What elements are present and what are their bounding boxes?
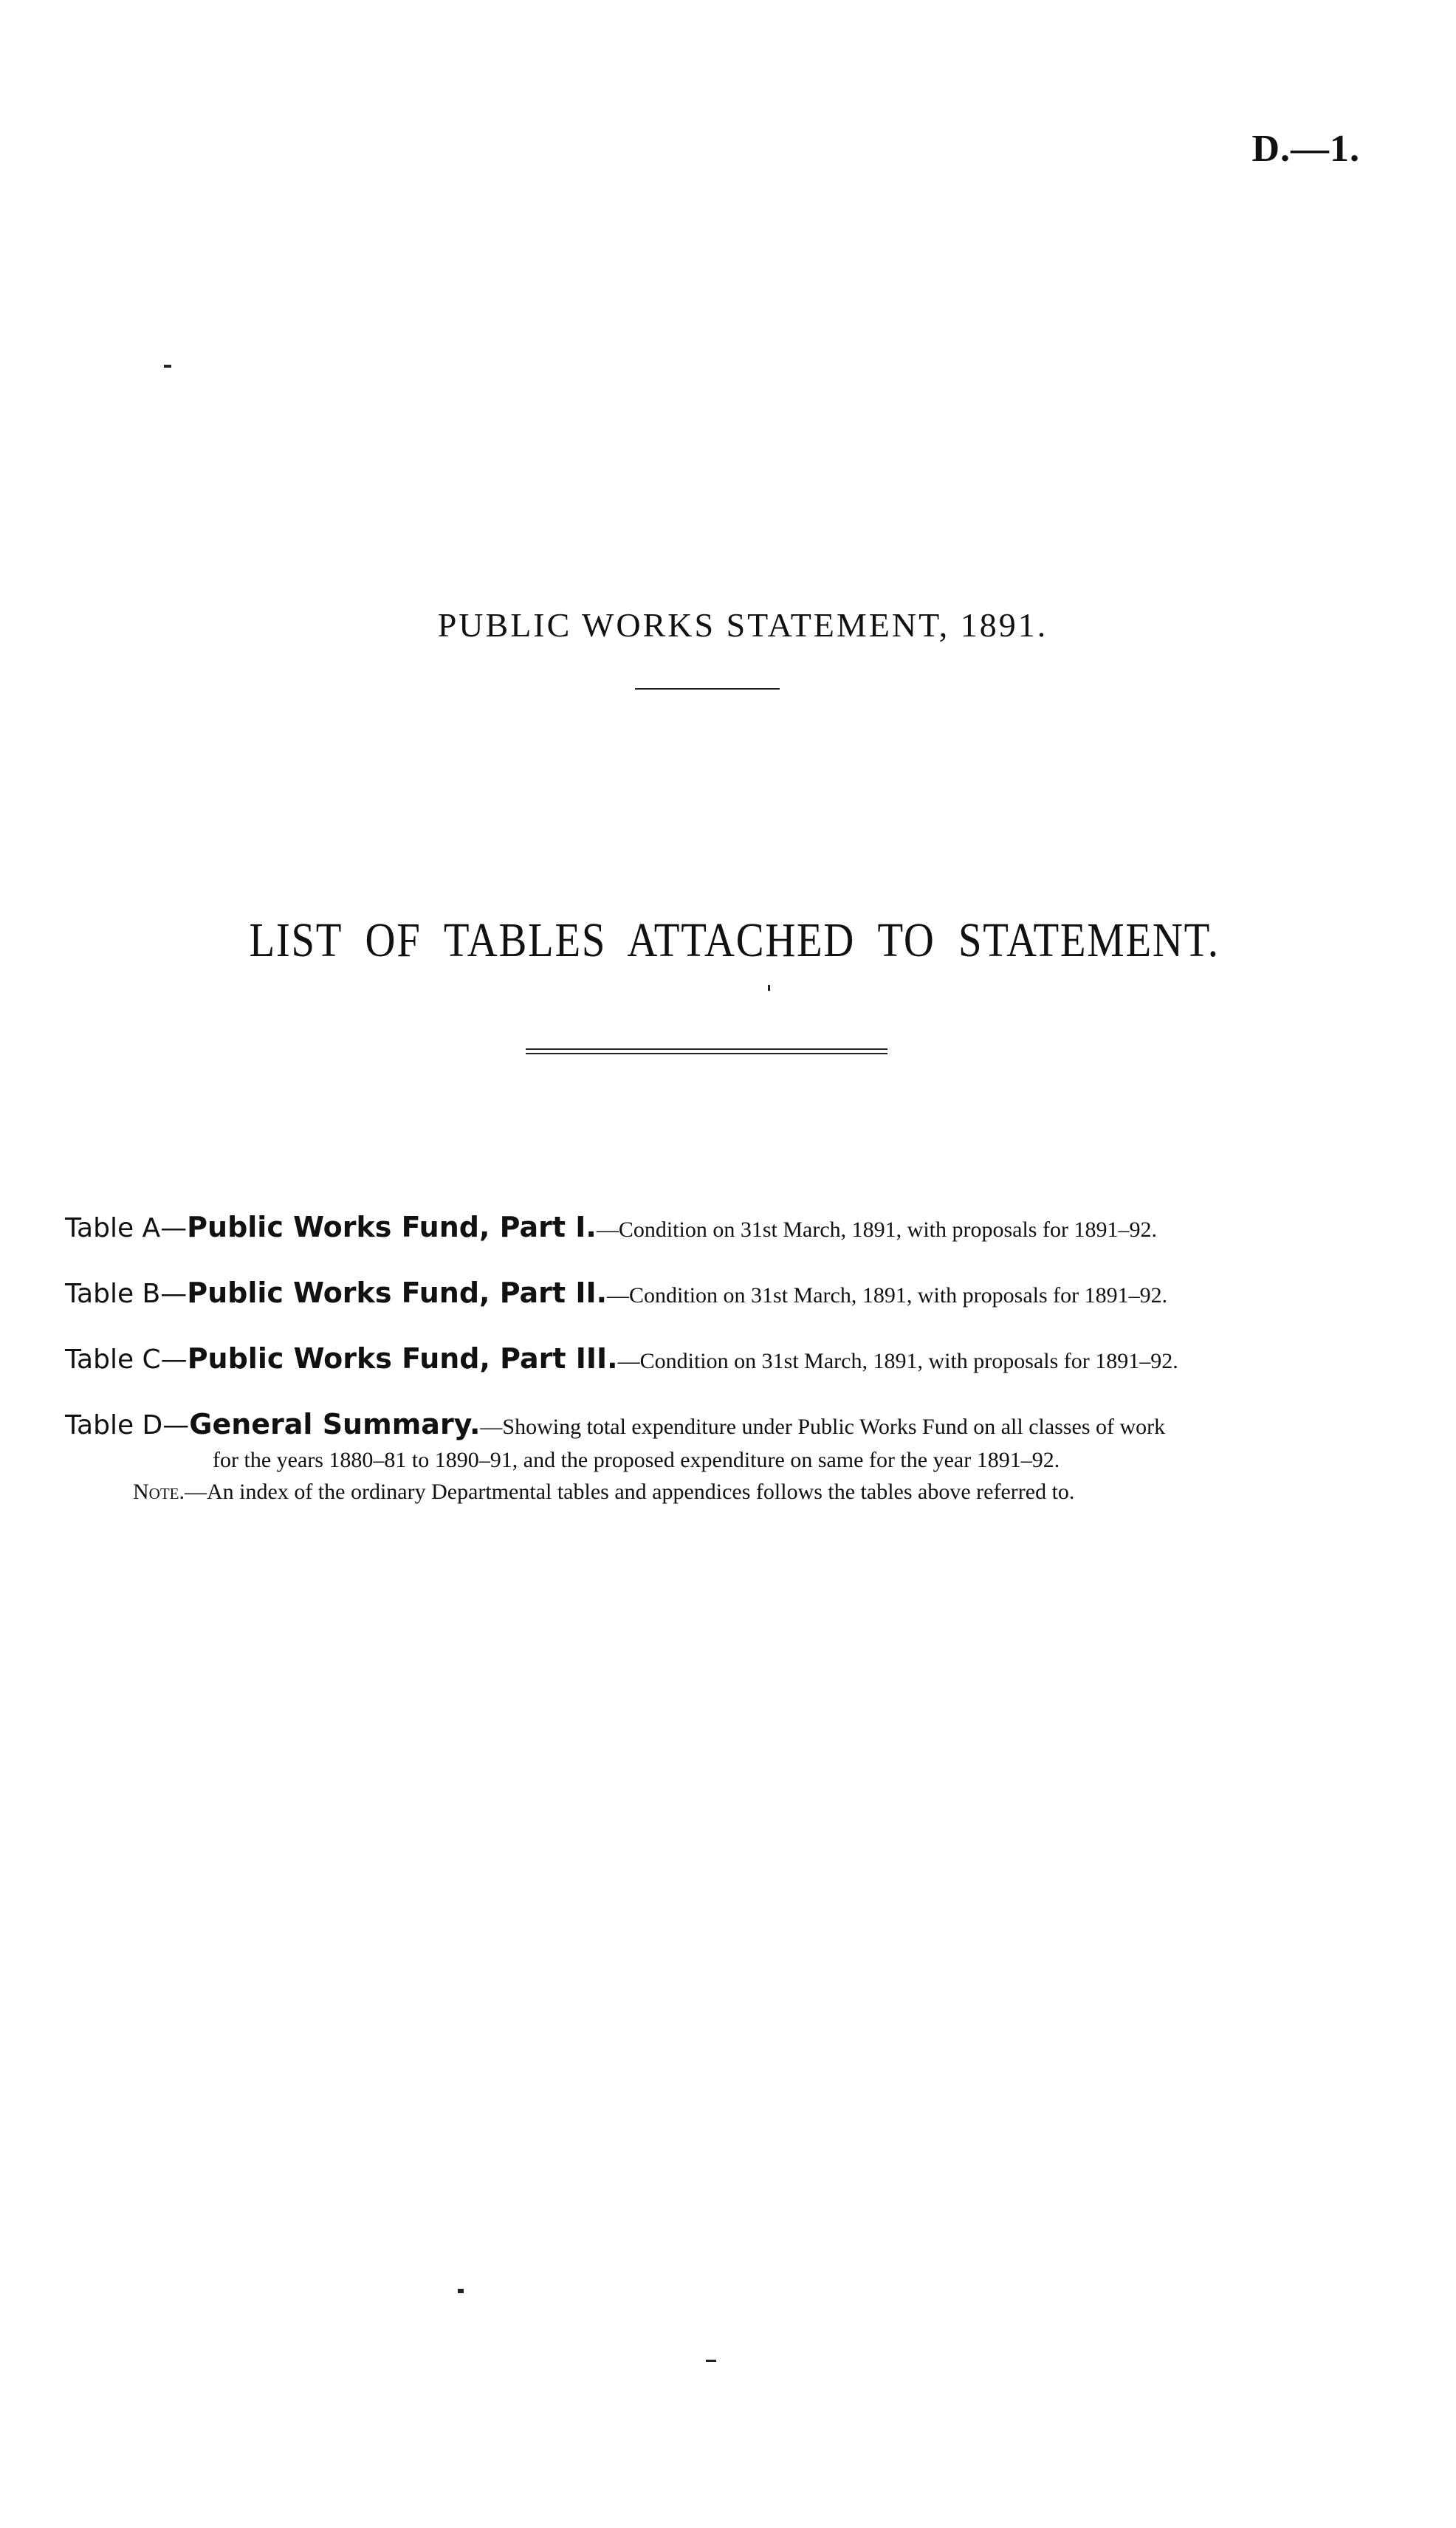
- entry-continuation: for the years 1880–81 to 1890–91, and the proposed expenditure on same for the year 1891–92.: [213, 1448, 1060, 1472]
- note-text: —An index of the ordinary Departmental tables and appendices follows the tables above referred to.: [185, 1480, 1075, 1504]
- entry-name: Public Works Fund, Part II.: [187, 1277, 608, 1309]
- entry-name: Public Works Fund, Part III.: [187, 1342, 618, 1375]
- title-rule: [635, 688, 780, 690]
- table-entry-b: [65, 1277, 1372, 1316]
- stray-mark: [768, 985, 770, 991]
- tables-list: [65, 1211, 1372, 1500]
- entry-head: Table B—: [65, 1279, 188, 1309]
- stray-mark: [706, 2360, 716, 2362]
- entry-description: —Condition on 31st March, 1891, with proposals for 1891–92.: [596, 1217, 1157, 1242]
- stray-mark: [164, 365, 171, 368]
- entry-description: —Showing total expenditure under Public Works Fund on all classes of work: [480, 1415, 1166, 1439]
- note: [133, 1480, 1074, 1505]
- entry-name: Public Works Fund, Part I.: [187, 1211, 597, 1243]
- table-entry-a: [65, 1211, 1372, 1250]
- entry-name: General Summary.: [189, 1408, 481, 1440]
- entry-description: —Condition on 31st March, 1891, with proposals for 1891–92.: [617, 1349, 1178, 1373]
- table-entry-d: [65, 1408, 1372, 1474]
- heading-double-rule: [526, 1048, 887, 1054]
- page-reference: D.—1.: [1251, 128, 1360, 170]
- entry-line: [65, 1408, 1372, 1447]
- entry-head: Table C—: [65, 1344, 188, 1375]
- note-label: Note.: [133, 1480, 185, 1504]
- stray-mark: [458, 2289, 464, 2293]
- table-entry-c: [65, 1342, 1372, 1381]
- entry-head: Table D—: [65, 1410, 190, 1440]
- entry-head: Table A—: [65, 1213, 188, 1243]
- page-title: PUBLIC WORKS STATEMENT, 1891.: [437, 606, 1048, 644]
- section-heading: LIST OF TABLES ATTACHED TO STATEMENT.: [249, 913, 1220, 967]
- entry-description: —Condition on 31st March, 1891, with proposals for 1891–92.: [607, 1283, 1168, 1308]
